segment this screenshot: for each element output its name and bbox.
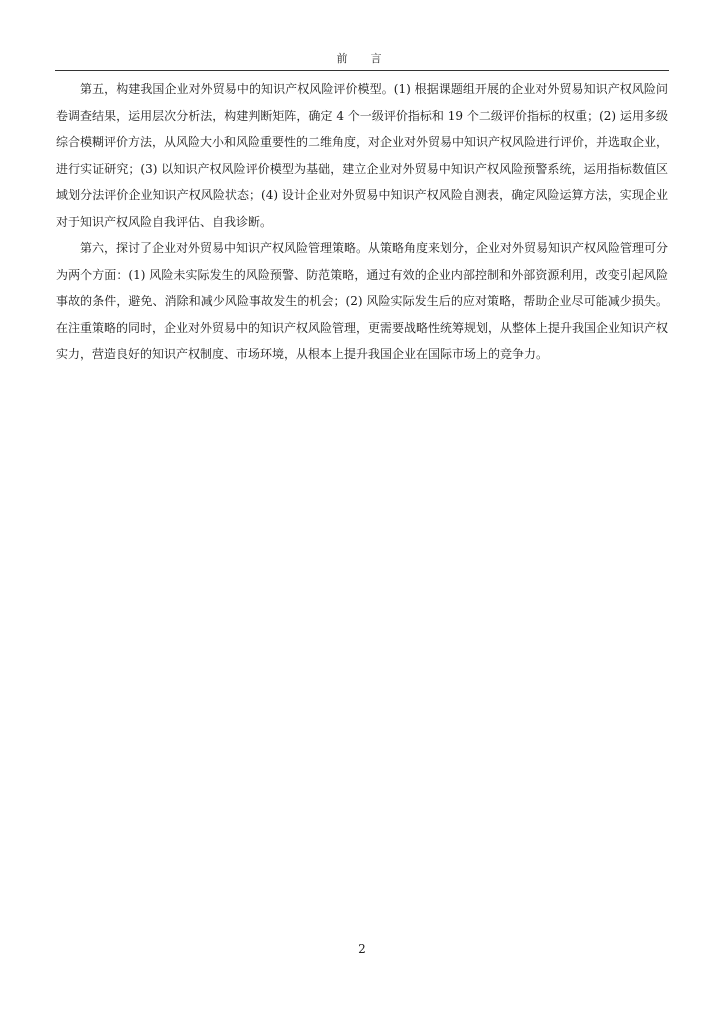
- document-body: [56, 76, 668, 368]
- running-header-title: 前 言: [336, 52, 388, 65]
- paragraph-fifth-point: 第五，构建我国企业对外贸易中的知识产权风险评价模型。(1) 根据课题组开展的企业对外贸易知识产权风险问卷调查结果，运用层次分析法，构建判断矩阵，确定 4 个一级评价指标和 19 个二级评价指标的权重；(2) 运用多级综合模糊评价方法，从风险大小和风险重要性的二维角度，对企业对外贸易中知识产权风险进行评价，并选取企业，进行实证研究；(3) 以知识产权风险评价模型为基础，建立企业对外贸易中知识产权风险预警系统，运用指标数值区域划分法评价企业知识产权风险状态；(4) 设计企业对外贸易中知识产权风险自测表，确定风险运算方法，实现企业对于知识产权风险自我评估、自我诊断。: [56, 82, 669, 229]
- header-divider: [55, 70, 669, 71]
- paragraph-sixth-point: 第六，探讨了企业对外贸易中知识产权风险管理策略。从策略角度来划分，企业对外贸易知识产权风险管理可分为两个方面：(1) 风险未实际发生的风险预警、防范策略，通过有效的企业内部控制和外部资源利用，改变引起风险事故的条件，避免、消除和减少风险事故发生的机会；(2) 风险实际发生后的应对策略，帮助企业尽可能减少损失。在注重策略的同时，企业对外贸易中的知识产权风险管理，更需要战略性统筹规划，从整体上提升我国企业知识产权实力，营造良好的知识产权制度、市场环境，从根本上提升我国企业在国际市场上的竞争力。: [56, 241, 669, 361]
- page-number: 2: [358, 942, 366, 956]
